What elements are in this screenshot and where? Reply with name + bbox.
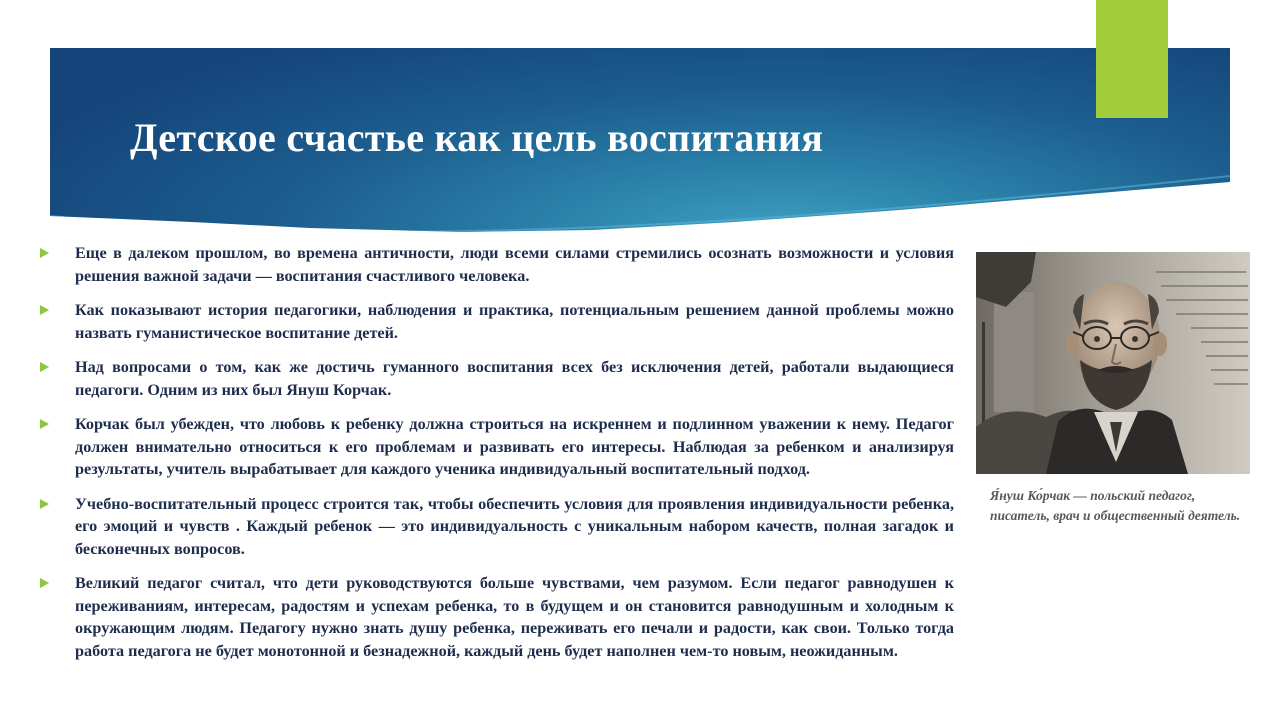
bullet-text: Учебно-воспитательный процесс строится так, чтобы обеспечить условия для проявления индивидуальности ребенка, его эмоций и чувств . Каждый ребенок — это индивидуальность с уникальным набором качеств, полная загадок и бесконечных вопросов. [75,494,954,558]
bullet-item [38,493,954,561]
green-accent-bar [1096,0,1168,118]
triangle-bullet-icon [40,248,49,258]
bullet-text: Корчак был убежден, что любовь к ребенку должна строиться на искреннем и подлинном уважении к нему. Педагог должен внимательно относиться к его проблемам и развивать его интересы. Наблюдая за ребенком и анализируя результаты, учитель вырабатывает для каждого ученика индивидуальный воспитательный подход. [75,415,954,478]
photo-caption: Я́нуш Ко́рчак — польский педагог, писатель, врач и общественный деятель. [990,488,1241,523]
bullet-text: Как показывают история педагогики, наблюдения и практика, потенциальным решением данной проблемы можно назвать гуманистическое воспитание детей. [75,301,954,342]
slide-title: Детское счастье как цель воспитания [130,115,824,160]
bullet-item [38,356,954,401]
triangle-bullet-icon [40,305,49,315]
korczak-portrait-photo [976,252,1250,474]
bullet-text: Еще в далеком прошлом, во времена античности, люди всеми силами стремились осознать возможности и условия решения важной задачи — воспитания счастливого человека. [75,244,954,285]
triangle-bullet-icon [40,499,49,509]
triangle-bullet-icon [40,578,49,588]
bullet-item [38,299,954,344]
bullet-item [38,413,954,481]
triangle-bullet-icon [40,362,49,372]
bullet-list [38,242,954,674]
bullet-text: Над вопросами о том, как же достичь гуманного воспитания всех без исключения детей, работали выдающиеся педагоги. Одним из них был Януш Корчак. [75,358,954,399]
bullet-item [38,242,954,287]
triangle-bullet-icon [40,419,49,429]
bullet-text: Великий педагог считал, что дети руководствуются больше чувствами, чем разумом. Если педагог равнодушен к переживаниям, интересам, радостям и успехам ребенка, то в будущем и он становится равнодушным и холодным к окружающим людям. Педагогу нужно знать душу ребенка, переживать его печали и радости, как свои. Только тогда работа педагога не будет монотонной и безнадежной, каждый день будет наполнен чем-то новым, неожиданным. [75,574,954,660]
bullet-item [38,572,954,662]
portrait-illustration [976,252,1250,474]
